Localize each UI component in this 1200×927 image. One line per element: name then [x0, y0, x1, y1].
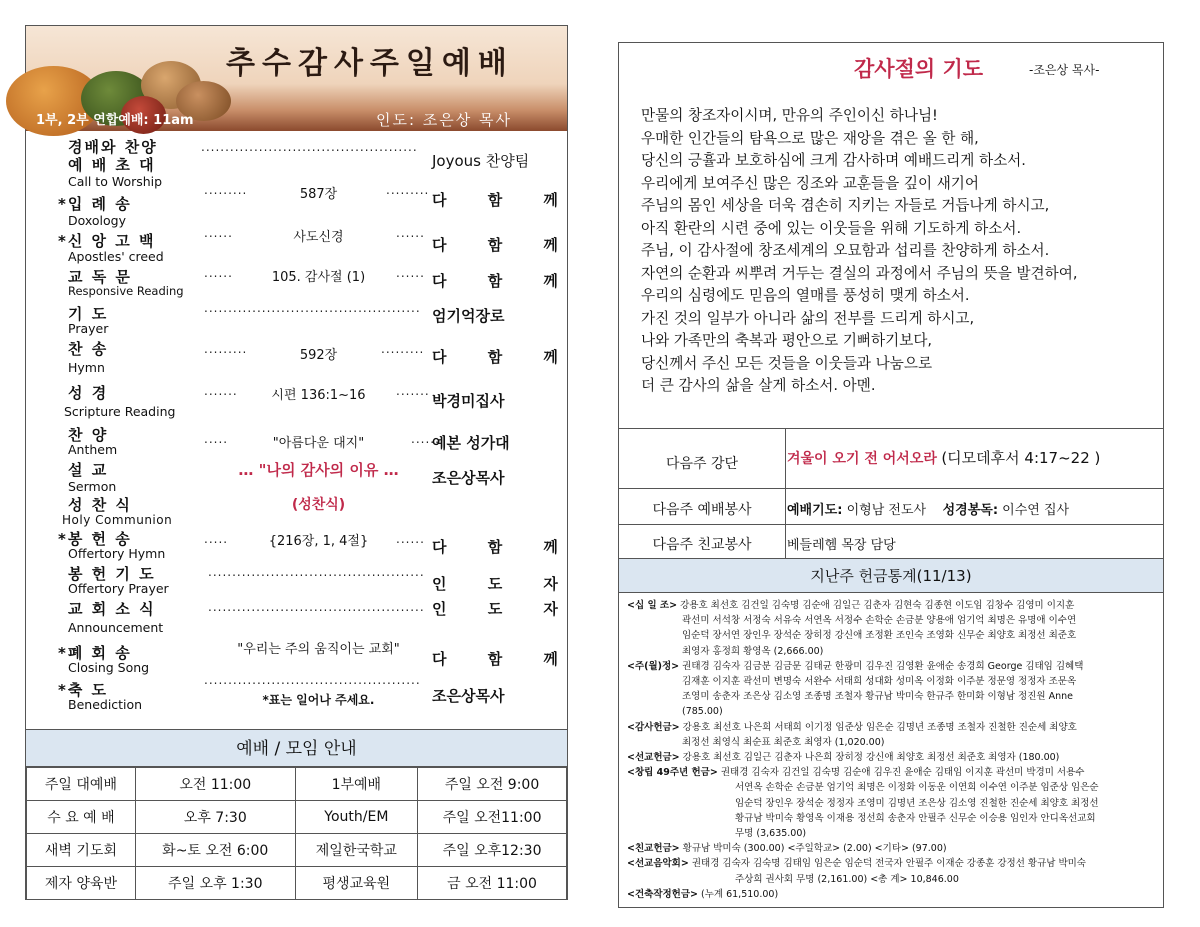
table-cell: 오후 7:30	[135, 801, 295, 834]
item-leader: 다 함 께	[432, 538, 576, 556]
item-en: Doxology	[68, 213, 127, 228]
offering-line: 황규남 박미숙 황영옥 이재용 정선희 송춘자 안필주 신무순 이승용 임인자 안디옥선교회	[735, 812, 1096, 824]
prayer-line: 당신의 긍휼과 보호하심에 크게 감사하며 예배드리게 하소서.	[641, 152, 1026, 169]
banner	[26, 26, 567, 131]
banner-title: 추수감사주일예배	[226, 46, 514, 81]
meeting-info-header: 예배 / 모임 안내	[26, 729, 567, 767]
offering-line: <선교헌금> 강용호 최선호 김일근 김춘자 나은희 장히정 강신애 최양호 최정선 최준호 최영자 (180.00)	[627, 752, 1060, 764]
prayer-line: 우리에게 보여주신 많은 징조와 교훈들을 깊이 새기어	[641, 174, 979, 192]
offering-line: 곽선미 서석창 서정숙 서유숙 서연옥 서정수 손학순 손금분 양용애 엄기억 최명은 유명애 이수연	[682, 615, 1077, 627]
item-leader: 조은상목사	[432, 469, 505, 487]
item-leader: 다 함 께	[432, 272, 576, 290]
dotted-leader: .............................................	[201, 140, 418, 154]
dotted-leader: .............................................	[208, 565, 425, 579]
offering-line: 임순덕 장인우 장석순 정정자 조영미 김명년 조은상 김소영 진철한 진순세 최양호 최정선	[735, 797, 1099, 809]
item-mid: (성찬식)	[291, 497, 346, 513]
item-en: Closing Song	[68, 660, 150, 675]
offering-line: <주(월)정> 권태경 김숙자 김금분 김금문 김태균 한광미 김우진 김영환 윤애순 송경희 George 김태임 김혜택	[627, 660, 1084, 672]
next-fellowship-label: 다음주 친교봉사	[652, 537, 752, 553]
item-leader: 다 함 께	[432, 236, 576, 254]
item-en: Call to Worship	[68, 174, 163, 189]
offering-header: 지난주 헌금통계(11/13)	[619, 558, 1163, 593]
dotted-leader: .......	[396, 384, 430, 398]
dotted-leader: ......	[396, 226, 425, 240]
divider	[785, 525, 786, 559]
prayer-name: 이형남 전도사	[846, 503, 927, 518]
prayer-line: 아직 환란의 시련 중에 있는 이웃들을 위해 기도하게 하소서.	[641, 219, 1022, 237]
next-sermon-row	[619, 428, 1163, 489]
dotted-leader: .............................................	[204, 673, 421, 687]
item-ko: 성 찬 식	[68, 496, 132, 514]
offering-line: <건축작정헌금> (누계 61,510.00)	[627, 888, 779, 900]
table-row	[27, 834, 567, 867]
table-cell: 주일 오후12:30	[418, 834, 567, 867]
table-cell: 제일한국학교	[295, 834, 417, 867]
item-en: Prayer	[68, 321, 109, 336]
table-cell: 주일 대예배	[27, 768, 136, 801]
item-mid: 592장	[299, 348, 338, 363]
dotted-leader: ......	[396, 532, 425, 546]
item-en: Hymn	[68, 360, 105, 375]
item-en: Announcement	[68, 620, 164, 635]
dotted-leader: ......	[411, 432, 440, 446]
next-service-row	[619, 488, 1163, 525]
offering-line: <친교헌금> 황규남 박미숙 (300.00) <주일학교> (2.00) <기타> (97.00)	[627, 843, 947, 855]
item-mid: *표는 일어나 주세요.	[262, 693, 375, 707]
offering-line: 무명 (3,635.00)	[735, 828, 807, 840]
item-en: Scripture Reading	[64, 404, 176, 419]
item-mid: 사도신경	[293, 230, 344, 245]
prayer-line: 자연의 순환과 씨뿌려 거두는 결실의 과정에서 주님의 뜻을 발견하여,	[641, 264, 1078, 282]
table-cell: Youth/EM	[295, 801, 417, 834]
prayer-line: 우매한 인간들의 탐욕으로 많은 재앙을 겪은 올 한 해,	[641, 129, 979, 147]
item-leader: 조은상목사	[432, 687, 505, 705]
item-ko: 경배와 찬양	[68, 138, 158, 156]
item-leader: 다 함 께	[432, 650, 576, 668]
item-leader: Joyous 찬양팀	[432, 152, 530, 170]
item-ko: 교 독 문	[68, 268, 132, 286]
item-ko: 기 도	[68, 305, 109, 323]
table-cell: 화~토 오전 6:00	[135, 834, 295, 867]
offering-line: <감사헌금> 강용호 최선호 나은희 서태희 이기정 임준상 임은순 김명년 조종명 조철자 진철한 진순세 최양호	[627, 721, 1077, 733]
item-en: Offertory Hymn	[68, 546, 166, 561]
prayer-line: 가진 것의 일부가 아니라 삶의 전부를 드리게 하시고,	[641, 309, 975, 327]
next-sermon-title: 겨울이 오기 전 어서오라	[787, 451, 937, 467]
table-cell: 주일 오전 9:00	[418, 768, 567, 801]
prayer-line: 우리의 심령에도 믿음의 열매를 풍성히 맺게 하소서.	[641, 287, 970, 304]
prayer-label: 예배기도:	[787, 503, 843, 518]
table-cell: 오전 11:00	[135, 768, 295, 801]
prayer-line: 더 큰 감사의 삶을 살게 하소서. 아멘.	[641, 377, 876, 394]
item-ko: 예 배 초 대	[68, 156, 156, 174]
item-en: Benediction	[68, 697, 143, 712]
dotted-leader: .......	[204, 384, 238, 398]
dotted-leader: ......	[204, 266, 233, 280]
next-fellowship-value: 베들레헴 목장 담당	[787, 538, 896, 553]
item-leader: 다 함 께	[432, 348, 576, 366]
item-ko: 봉 헌 기 도	[68, 565, 156, 583]
dotted-leader: .........	[386, 183, 430, 197]
divider	[785, 489, 786, 525]
table-cell: 1부예배	[295, 768, 417, 801]
divider	[785, 429, 786, 489]
offering-line: <선교음악회> 권태경 김숙자 김숙명 김태임 임은순 임순덕 전국자 안필주 이재순 강종훈 강정선 황규남 박미숙	[627, 858, 1086, 870]
prayer-line: 만물의 창조자이시며, 만유의 주인이신 하나님!	[641, 107, 938, 124]
table-cell: 주일 오전11:00	[418, 801, 567, 834]
next-sermon-value	[787, 447, 1100, 468]
item-en: Offertory Prayer	[68, 581, 169, 596]
dotted-leader: .........	[381, 342, 425, 356]
table-cell: 금 오전 11:00	[418, 867, 567, 900]
next-service-label: 다음주 예배봉사	[652, 502, 752, 518]
prayer-text	[641, 105, 1151, 398]
dotted-leader: .............................................	[204, 301, 421, 315]
offering-line: <십 일 조> 강용호 최선호 김건일 김숙명 김순애 김일근 김춘자 김현숙 김종현 이도임 김창수 김영미 이지훈	[627, 600, 1075, 611]
table-row	[27, 801, 567, 834]
offering-line: <창립 49주년 헌금> 권태경 김숙자 김건일 김숙명 김순애 김우진 윤애순 김태임 이지훈 곽선미 박경미 서용수	[627, 767, 1085, 779]
item-mid: "우리는 주의 움직이는 교회"	[237, 642, 400, 657]
item-leader: 엄기억장로	[432, 307, 505, 325]
table-cell: 새벽 기도회	[27, 834, 136, 867]
offering-line: 김재훈 이지훈 곽선미 변명숙 서완수 서태희 성대화 성미옥 이정화 이주분 정문영 정정자 조문옥	[682, 676, 1077, 688]
item-en: Responsive Reading	[68, 284, 184, 298]
item-ko: 성 경	[68, 384, 109, 402]
item-ko: 찬 송	[68, 340, 109, 358]
offering-line: 최영자 홍정희 황영옥 (2,666.00)	[682, 645, 824, 657]
prayer-line: 당신께서 주신 모든 것들을 이웃들과 나눔으로	[641, 354, 933, 372]
item-ko: *신 앙 고 백	[58, 232, 156, 250]
item-en: Anthem	[68, 442, 118, 457]
item-leader: 인 도 자	[432, 575, 576, 593]
dotted-leader: ......	[396, 266, 425, 280]
table-cell: 수 요 예 배	[27, 801, 136, 834]
item-leader: 박경미집사	[432, 392, 505, 410]
item-ko: 설 교	[68, 461, 109, 479]
reading-name: 이수연 집사	[1002, 503, 1070, 518]
dotted-leader: .....	[204, 532, 229, 546]
bulletin-left-page	[25, 25, 576, 900]
sermon-title: … "나의 감사의 이유 …	[238, 461, 399, 479]
table-cell: 제자 양육반	[27, 867, 136, 900]
table-cell: 평생교육원	[295, 867, 417, 900]
dotted-leader: ......	[204, 226, 233, 240]
item-mid: "아름다운 대지"	[272, 436, 365, 451]
bulletin-right-page	[618, 42, 1164, 908]
item-en: Holy Communion	[62, 513, 173, 527]
offering-line: 서연옥 손학순 손금분 엄기억 최명은 이정화 이동운 이연희 이수연 이주분 임준상 임은순	[735, 782, 1099, 794]
item-ko: *봉 헌 송	[58, 530, 132, 548]
item-mid: 587장	[299, 187, 338, 202]
offering-line: 주상희 권사회 무명 (2,161.00) <총 계> 10,846.00	[735, 873, 959, 885]
next-service-value	[787, 499, 1069, 518]
item-ko: 찬 양	[68, 426, 109, 444]
offering-line: (785.00)	[682, 706, 723, 718]
item-en: Apostles' creed	[68, 249, 164, 264]
presider: 인도: 조은상 목사	[376, 111, 513, 129]
item-leader: 인 도 자	[432, 600, 576, 618]
next-sermon-ref: (디모데후서 4:17~22 )	[941, 449, 1101, 467]
table-row	[27, 768, 567, 801]
offering-line: 최정선 최영식 최순표 최준호 최영자 (1,020.00)	[682, 736, 885, 748]
offering-line: 조영미 송춘자 조은상 김소영 조종명 조철자 황규남 박미숙 한규주 한미화 이형남 정진원 Anne	[682, 691, 1073, 703]
prayer-title: 감사절의 기도	[854, 57, 984, 81]
item-en: Sermon	[68, 479, 117, 494]
item-ko: *폐 회 송	[58, 644, 132, 662]
item-leader: 다 함 께	[432, 191, 576, 209]
prayer-author: -조은상 목사-	[1029, 63, 1100, 77]
item-leader: 예본 성가대	[432, 434, 510, 452]
prayer-line: 주님, 이 감사절에 창조세계의 오묘함과 섭리를 찬양하게 하소서.	[641, 242, 1050, 259]
next-fellowship-row	[619, 524, 1163, 559]
dotted-leader: .........	[204, 183, 248, 197]
prayer-line: 나와 가족만의 축복과 평안으로 기뻐하기보다,	[641, 332, 933, 349]
item-mid: {216장, 1, 4절}	[268, 534, 369, 549]
prayer-line: 주님의 몸인 세상을 더욱 겸손히 지키는 자들로 거듭나게 하시고,	[641, 197, 1050, 214]
offering-line: 임순덕 장서연 장인우 장석순 장히정 강신애 조정환 조인숙 조영화 신무순 최양호 최정선 최준호	[682, 630, 1077, 642]
meeting-info-table	[26, 767, 567, 900]
item-ko: *입 례 송	[58, 195, 132, 213]
dotted-leader: .....	[204, 432, 229, 446]
item-mid: 105. 감사절 (1)	[271, 270, 366, 285]
table-row	[27, 867, 567, 900]
service-time: 1부, 2부 연합예배: 11am	[36, 113, 194, 128]
offering-list	[627, 598, 1157, 902]
item-ko: 교 회 소 식	[68, 600, 156, 618]
dotted-leader: .........	[204, 342, 248, 356]
item-mid: 시편 136:1~16	[271, 388, 366, 403]
dotted-leader: .............................................	[208, 600, 425, 614]
next-sermon-label: 다음주 강단	[665, 456, 739, 472]
item-ko: *축 도	[58, 681, 109, 699]
table-cell: 주일 오후 1:30	[135, 867, 295, 900]
reading-label: 성경봉독:	[942, 503, 999, 518]
